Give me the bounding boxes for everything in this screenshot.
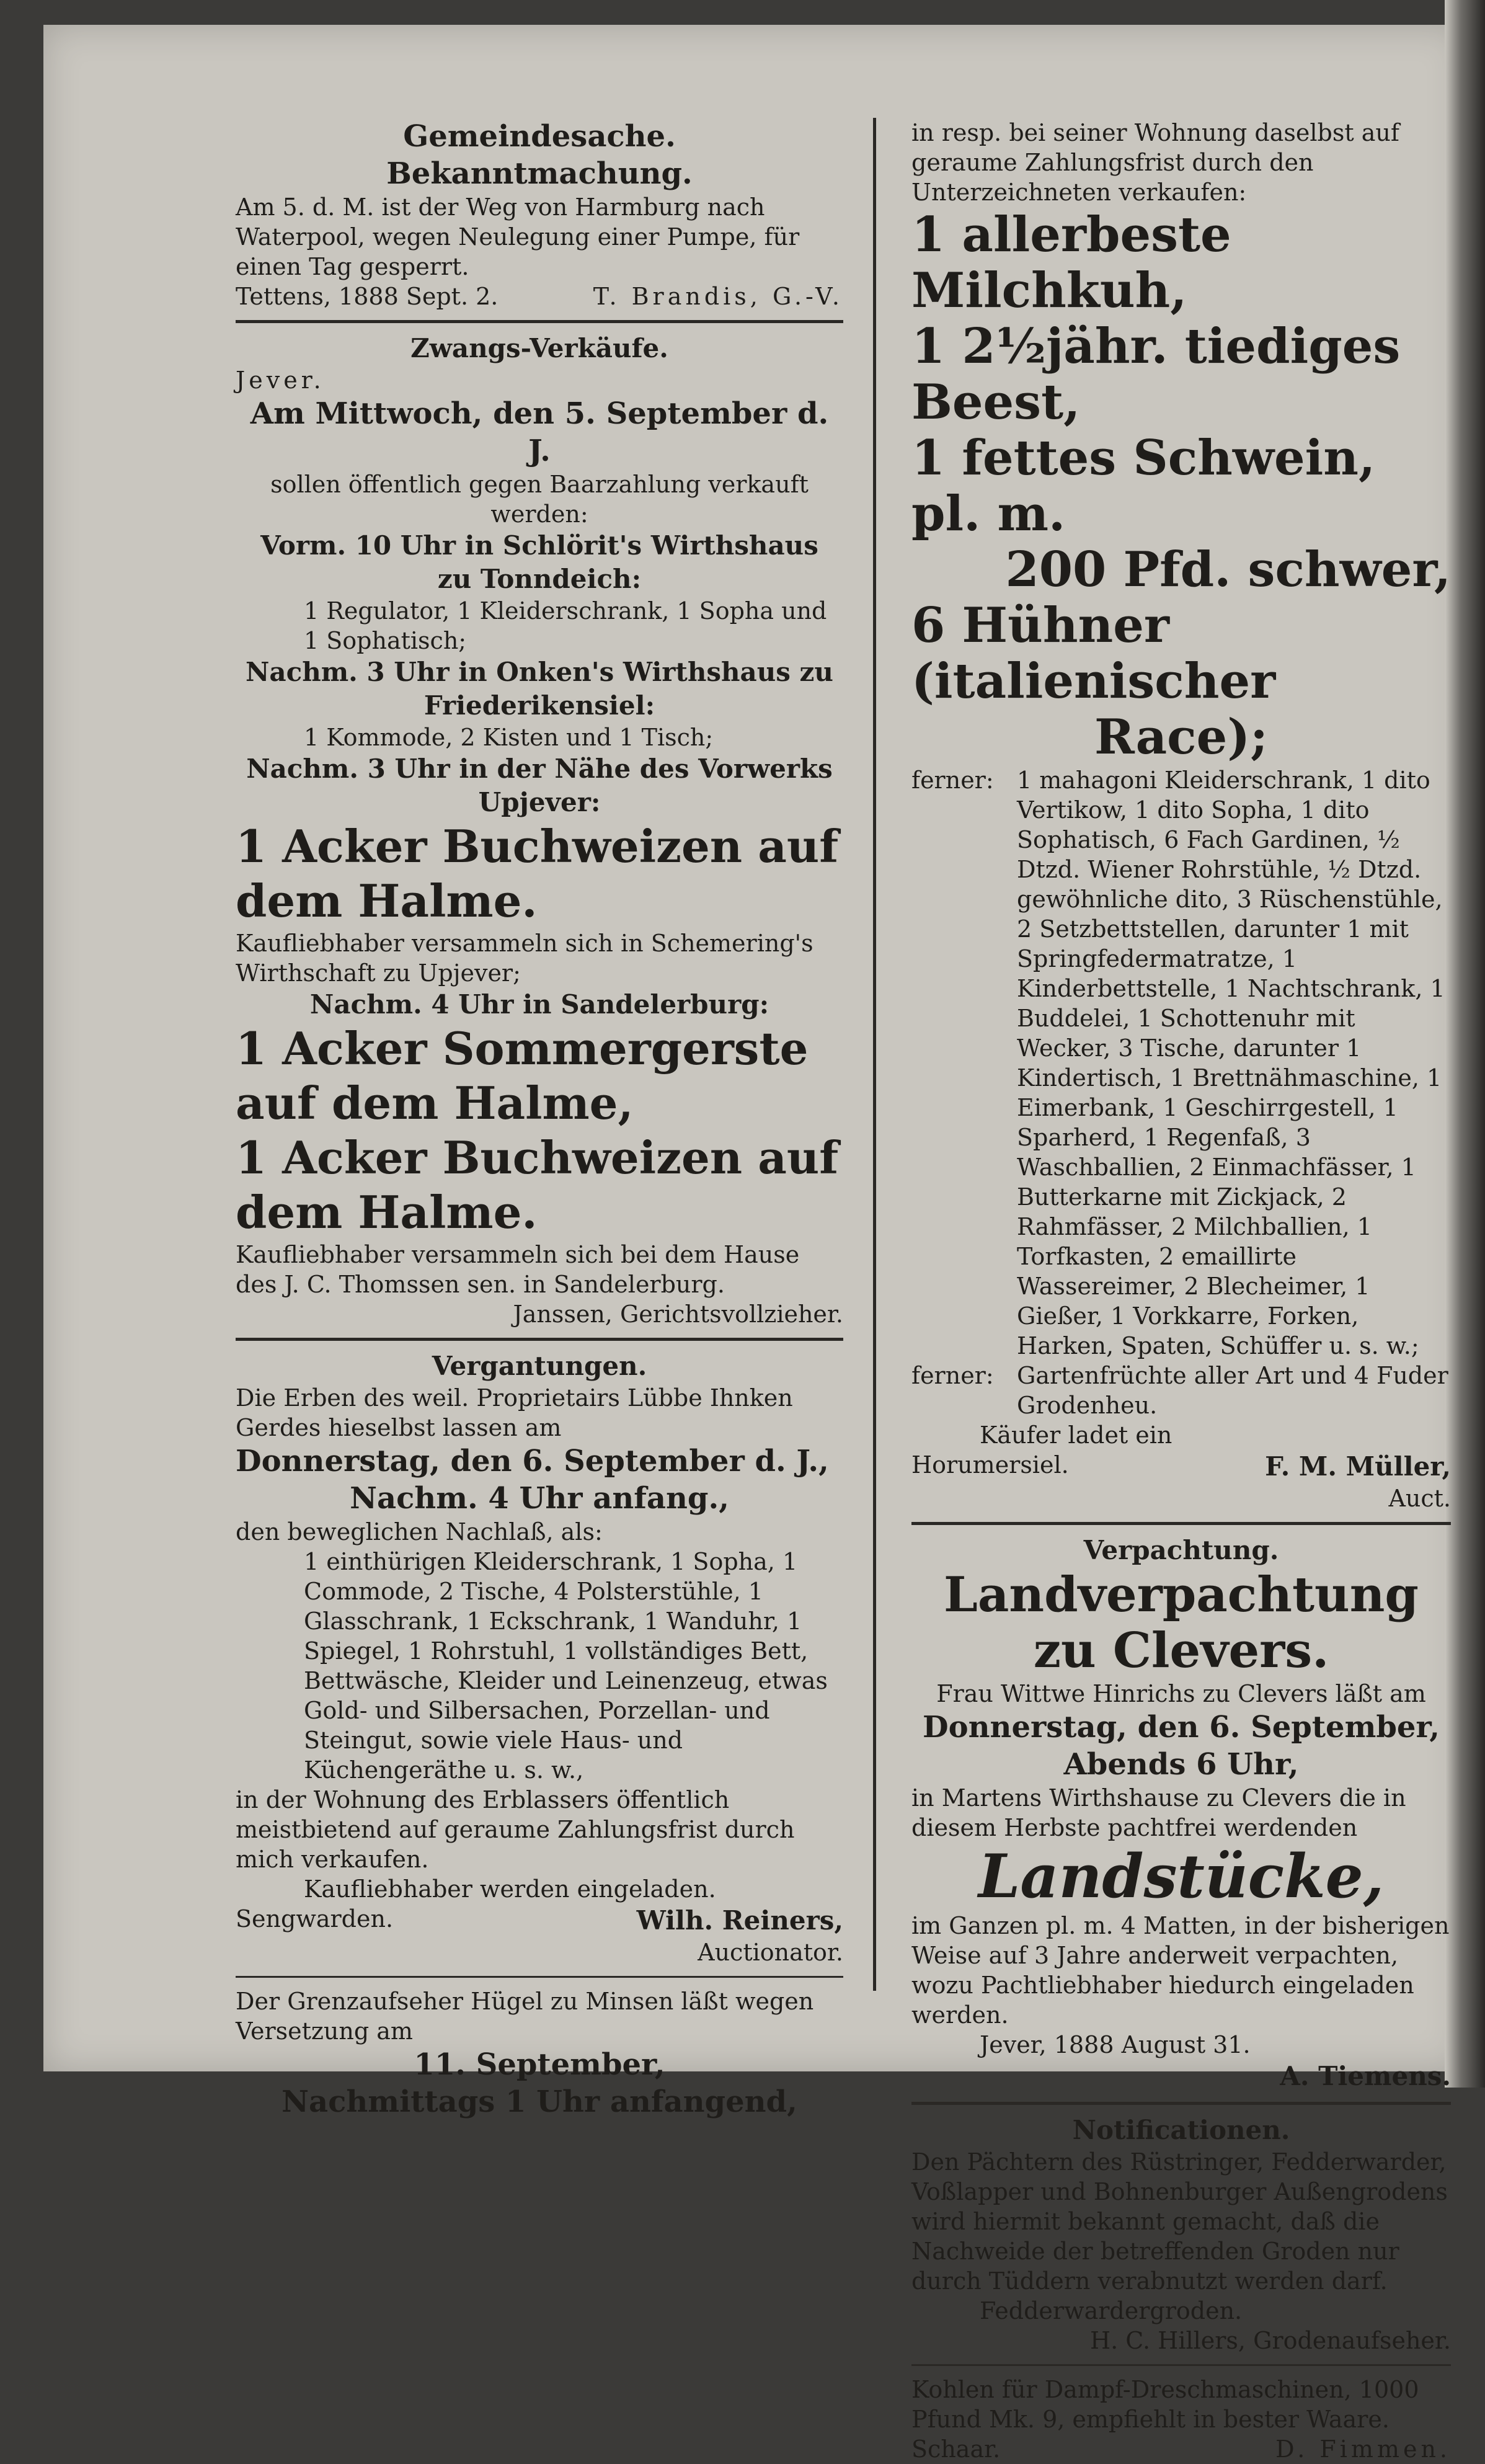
vergantungen [236,1350,843,1967]
zwangs-verkaeufe [236,332,843,1329]
signature: H. C. Hillers, Grodenaufseher. [1090,2327,1451,2354]
lot-large: 1 allerbeste Milchkuh, [911,207,1231,319]
huegel-notice [236,1986,843,2120]
intro: Frau Wittwe Hinrichs zu Clevers läßt am [936,1680,1426,1707]
signature: D. Fimmen. [1275,2435,1451,2463]
place: Horumersiel. [911,1451,1069,1479]
sale-place: zu Tonndeich: [437,564,642,594]
sale-items: 1 Kommode, 2 Kisten und 1 Tisch; [304,724,714,751]
place: Schaar. [911,2435,1001,2463]
divider [911,1522,1451,1525]
right-column [911,118,1451,2464]
invite: Käufer ladet ein [980,1421,1172,1449]
auction-continued [911,118,1451,1513]
date-line: Am Mittwoch, den 5. September d. J. [250,396,829,468]
place: Sengwarden. [236,1905,394,1933]
lot-large: 1 2½jähr. tiediges Beest, [911,318,1401,430]
items-list: Gartenfrüchte aller Art und 4 Fuder Grodenheu. [1017,1362,1448,1419]
sale-note: Kaufliebhaber versammeln sich in Schemering's Wirthschaft zu Upjever; [236,930,813,987]
date-line: Donnerstag, den 6. September d. J., [236,1444,829,1479]
section-title: Verpachtung. [1083,1535,1279,1565]
divider [236,1976,843,1978]
role: Auctionator. [698,1939,843,1966]
divider [236,1338,843,1341]
headline-large: zu Clevers. [1033,1622,1329,1679]
intro: sollen öffentlich gegen Baarzahlung verkauft werden: [270,471,809,528]
lot-large: 200 Pfd. schwer, [1005,541,1451,598]
time-line: Nachm. 4 Uhr anfang., [350,1481,729,1516]
divider [911,2364,1451,2366]
verpachtung [911,1534,1451,2093]
place-line: in Martens Wirthshause zu Clevers die in diesem Herbste pachtfrei werdenden [911,1784,1406,1841]
notice-body: Am 5. d. M. ist der Weg von Harmburg nach Waterpool, wegen Neulegung einer Pumpe, für einen Tag gesperrt. [236,193,800,280]
signature: T. Brandis, G.-V. [593,283,843,310]
place: Jever. [236,367,325,394]
sale-place: Upjever: [478,787,601,817]
sale-time: Nachm. 3 Uhr in der Nähe des Vorwerks [246,754,833,784]
headline-huge: Landstücke, [978,1841,1385,1911]
place-date: Tettens, 1888 Sept. 2. [236,283,499,310]
sale-place: Friederikensiel: [423,690,655,721]
invite: Kaufliebhaber werden eingeladen. [304,1875,716,1903]
intro: in resp. bei seiner Wohnung daselbst auf geraume Zahlungsfrist durch den Unterzeichneten verkaufen: [911,119,1399,206]
signature: Janssen, Gerichtsvollzieher. [513,1301,843,1328]
items-list: 1 mahagoni Kleiderschrank, 1 dito Vertikow, 1 dito Sopha, 1 dito Sophatisch, 6 Fach Gardinen, ½ Dtzd. Wiener Rohrstühle, ½ Dtzd. gewöhnliche dito, 3 Rüschenstühle, 2 Setzbettstellen, darunter 1 mit Springfedermatratze, 1 Kinderbettstelle, 1 Nachtschrank, 1 Buddelei, 1 Schottenuhr mit Wecker, 3 Tische, darunter 1 Kindertisch, 1 Brettnähmaschine, 1 Eimerbank, 1 Geschirrgestell, 1 Sparherd, 1 Regenfaß, 3 Waschballien, 2 Einmachfässer, 1 Butterkarne mit Zickjack, 2 Rahmfässer, 2 Milchballien, 1 Torfkasten, 2 emaillirte Wassereimer, 2 Blecheimer, 1 Gießer, 1 Vorkkarre, Forken, Harken, Spaten, Schüffer u. s. w.; [1017,767,1445,1359]
left-column [236,118,843,2120]
sale-note: Kaufliebhaber versammeln sich bei dem Hause des J. C. Thomssen sen. in Sandelerburg. [236,1241,800,1298]
ad-body: Kohlen für Dampf-Dreschmaschinen, 1000 Pfund Mk. 9, empfiehlt in bester Waare. [911,2376,1419,2433]
sale-item-large: dem Halme. [236,1186,538,1239]
date-line: Donnerstag, den 6. September, [923,1710,1440,1745]
signature: F. M. Müller, [1265,1451,1451,1482]
section-title: Zwangs-Verkäufe. [410,333,668,363]
section-title: Notificationen. [1072,2115,1290,2145]
column-divider [873,118,876,1991]
notice-body: Der Grenzaufseher Hügel zu Minsen läßt wegen Versetzung am [236,1988,814,2045]
sale-time: Nachm. 3 Uhr in Onken's Wirthshaus zu [246,657,833,687]
sale-item-large: 1 Acker Buchweizen auf [236,1131,839,1184]
sale-item-large: 1 Acker Buchweizen auf [236,820,839,873]
sale-time: Nachm. 4 Uhr in Sandelerburg: [309,989,769,1020]
section-title: Gemeindesache. [403,119,676,154]
ferner-label: ferner: [911,767,994,794]
divider [911,2102,1451,2105]
lot-large: Race); [1094,709,1268,765]
lead: den beweglichen Nachlaß, als: [236,1518,603,1546]
sale-items: 1 Regulator, 1 Kleiderschrank, 1 Sopha und 1 Sophatisch; [304,597,827,654]
sale-time: Vorm. 10 Uhr in Schlörit's Wirthshaus [260,530,818,561]
sale-item-large: auf dem Halme, [236,1077,634,1129]
lot-large: 6 Hühner (italienischer [911,597,1276,709]
tail: in der Wohnung des Erblassers öffentlich meistbietend auf geraume Zahlungsfrist durch mich verkaufen. [236,1786,795,1873]
notice-body: Den Pächtern des Rüstringer, Fedderwarder, Voßlapper und Bohnenburger Außengrodens wird hiermit bekannt gemacht, daß die Nachweide der betreffenden Groden nur durch Tüddern verabnutzt werden darf. [911,2148,1448,2295]
time-line: Abends 6 Uhr, [1063,1747,1299,1782]
sale-item-large: 1 Acker Sommergerste [236,1022,809,1075]
items-list: 1 einthürigen Kleiderschrank, 1 Sopha, 1 Commode, 2 Tische, 4 Polsterstühle, 1 Glasschrank, 1 Eckschrank, 1 Wanduhr, 1 Spiegel, 1 Rohrstuhl, 1 vollständiges Bett, Bettwäsche, Kleider und Leinenzeug, etwas Gold- und Silbersachen, Porzellan- und Steingut, sowie viele Haus- und Küchengeräthe u. s. w., [304,1548,828,1784]
kohlen-ad [911,2375,1451,2464]
notice-subtitle: Bekanntmachung. [386,156,693,191]
signature: Wilh. Reiners, [636,1905,843,1936]
place: Fedderwardergroden. [980,2297,1243,2324]
gemeinde-notice [236,118,843,311]
notificationen [911,2114,1451,2355]
notice-body: im Ganzen pl. m. 4 Matten, in der bisherigen Weise auf 3 Jahre anderweit verpachten, wozu Pachtliebhaber hiedurch eingeladen werden. [911,1912,1450,2029]
time-line: Nachmittags 1 Uhr anfangend, [281,2084,797,2119]
intro: Die Erben des weil. Proprietairs Lübbe Ihnken Gerdes hieselbst lassen am [236,1384,793,1441]
date-line: 11. September, [414,2047,665,2082]
headline-large: Landverpachtung [944,1567,1419,1623]
signature: A. Tiemens. [1280,2061,1451,2091]
ferner-label: ferner: [911,1362,994,1389]
sale-item-large: dem Halme. [236,874,538,927]
role: Auct. [1388,1485,1451,1512]
divider [236,320,843,323]
section-title: Vergantungen. [432,1351,647,1381]
lot-large: 1 fettes Schwein, pl. m. [911,430,1376,542]
place-date: Jever, 1888 August 31. [980,2031,1251,2058]
